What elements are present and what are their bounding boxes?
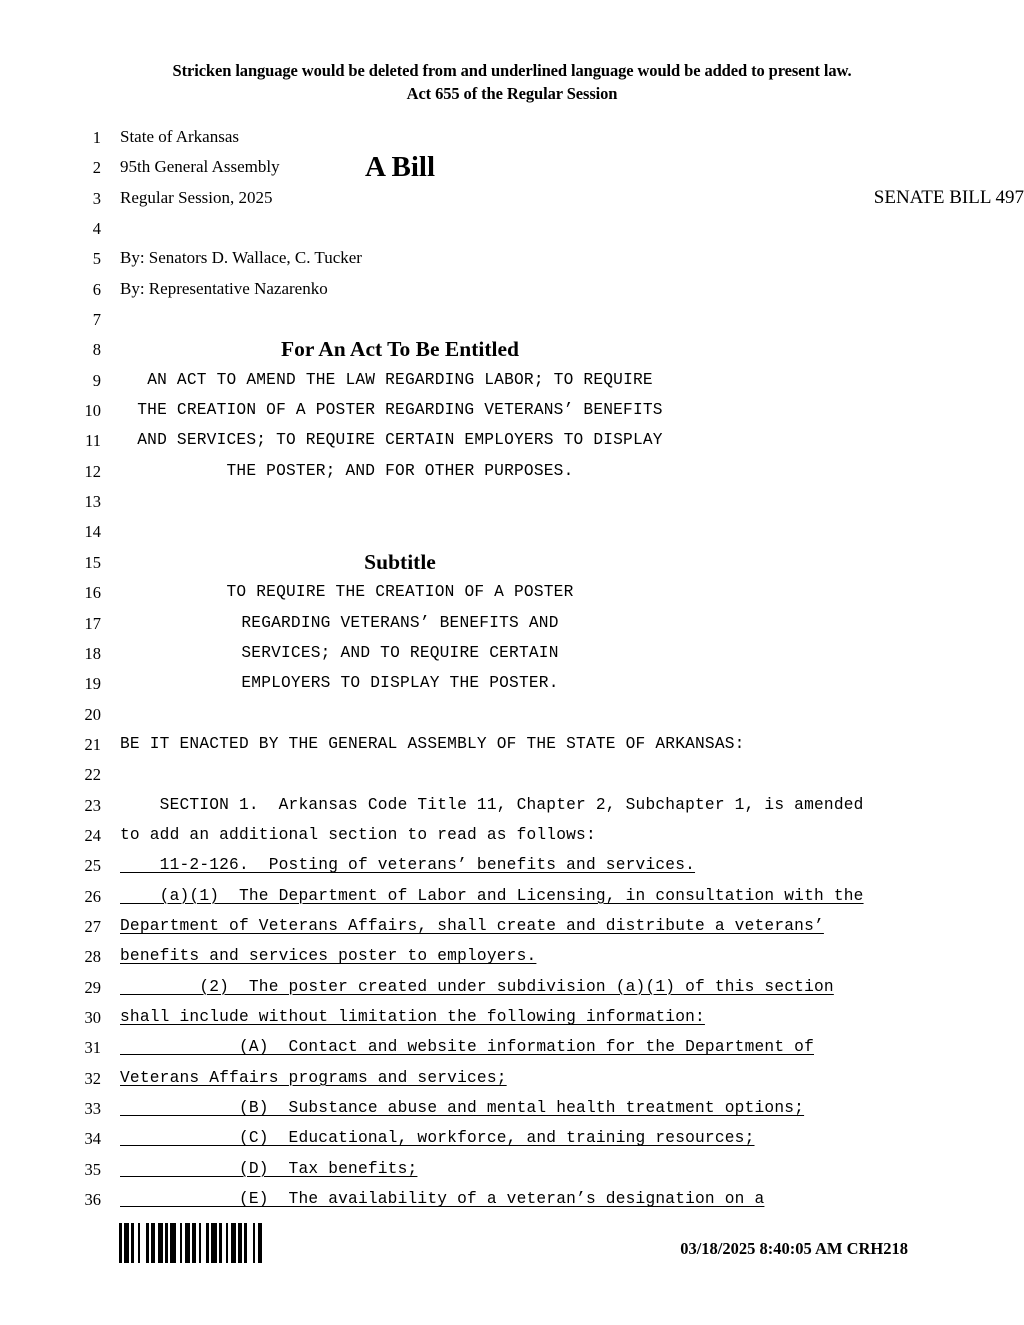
bill-line-row [0,854,1024,884]
line-number: 13 [84,492,101,512]
line-text: to add an additional section to read as follows: [120,825,596,844]
footer-timestamp: 03/18/2025 8:40:05 AM CRH218 [680,1239,908,1258]
line-number: 22 [84,765,101,785]
subtitle-line: SERVICES; AND TO REQUIRE CERTAIN [241,643,559,662]
bill-number: SENATE BILL 497 [873,186,1024,208]
line-number: 8 [92,340,101,360]
bill-line-row [0,703,1024,733]
act-title-line: THE POSTER; AND FOR OTHER PURPOSES. [226,461,574,480]
bill-line-row [0,1158,1024,1188]
bill-line-row [0,1067,1024,1097]
bill-line-row [0,187,1024,217]
act-title-line: AND SERVICES; TO REQUIRE CERTAIN EMPLOYERS TO DISPLAY [137,431,663,450]
line-number: 12 [84,461,101,481]
subtitle-line: EMPLOYERS TO DISPLAY THE POSTER. [241,674,559,693]
subtitle-heading: Subtitle [364,549,436,574]
line-number: 6 [92,279,101,299]
bill-line-row [0,551,1024,581]
line-number: 5 [92,249,101,269]
line-number: 4 [92,219,101,239]
line-number: 31 [84,1038,101,1058]
bill-line-row [0,520,1024,550]
act-title-line: AN ACT TO AMEND THE LAW REGARDING LABOR; TO REQUIRE [147,370,653,389]
header-notice [0,60,1024,104]
line-text: State of Arkansas [120,127,239,146]
line-text: 11-2-126. Posting of veterans’ benefits and services. [120,856,696,875]
line-text: By: Representative Nazarenko [120,278,328,298]
bill-line-row [0,642,1024,672]
line-number: 3 [92,188,101,208]
bill-line-row [0,369,1024,399]
header-notice-line1: Stricken language would be deleted from and underlined language would be added to present law. [172,61,852,80]
bill-line-row [0,278,1024,308]
bill-line-row [0,1127,1024,1157]
bill-line-row [0,885,1024,915]
bill-line-row [0,763,1024,793]
line-text: SECTION 1. Arkansas Code Title 11, Chapter 2, Subchapter 1, is amended [120,795,864,814]
bill-line-row [0,1006,1024,1036]
line-number: 19 [84,674,101,694]
bill-line-row [0,612,1024,642]
line-number: 26 [84,886,101,906]
bill-line-row [0,794,1024,824]
bill-line-row [0,338,1024,368]
line-text: Regular Session, 2025 [120,187,273,207]
line-number: 30 [84,1007,101,1027]
bill-line-row [0,429,1024,459]
line-number: 20 [84,704,101,724]
line-number: 1 [92,128,101,147]
line-number: 11 [85,431,101,451]
line-text: (2) The poster created under subdivision (a)(1) of this section [120,977,834,996]
line-text: benefits and services poster to employers. [120,947,537,966]
line-number: 23 [84,795,101,815]
barcode-bar [262,1223,264,1263]
line-text: (E) The availability of a veteran’s designation on a [120,1190,765,1209]
line-text: Department of Veterans Affairs, shall create and distribute a veterans’ [120,916,824,935]
bill-line-row [0,247,1024,277]
bill-line-row [0,399,1024,429]
bill-line-row [0,945,1024,975]
subtitle-line: TO REQUIRE THE CREATION OF A POSTER [226,583,574,602]
bill-line-grid [0,126,1024,1218]
line-number: 25 [84,856,101,876]
act-title-line: THE CREATION OF A POSTER REGARDING VETERANS’ BENEFITS [137,401,663,420]
line-number: 27 [84,916,101,936]
line-number: 36 [84,1190,101,1210]
line-text: BE IT ENACTED BY THE GENERAL ASSEMBLY OF THE STATE OF ARKANSAS: [120,734,745,753]
bill-line-row [0,1036,1024,1066]
line-text: shall include without limitation the following information: [120,1007,705,1026]
line-text: (D) Tax benefits; [120,1159,418,1178]
line-number: 16 [84,583,101,603]
line-number: 10 [84,401,101,421]
header-notice-line2: Act 655 of the Regular Session [406,84,618,103]
line-text: By: Senators D. Wallace, C. Tucker [120,248,362,268]
subtitle-line: REGARDING VETERANS’ BENEFITS AND [241,613,559,632]
bill-line-row [0,824,1024,854]
line-number: 29 [84,977,101,997]
line-text: Veterans Affairs programs and services; [120,1068,507,1087]
bill-line-row [0,976,1024,1006]
line-number: 33 [84,1099,101,1118]
line-text: (A) Contact and website information for the Department of [120,1038,814,1057]
bill-heading: A Bill [364,151,436,184]
line-number: 24 [84,825,101,845]
bill-line-row [0,1097,1024,1127]
page-footer [0,1222,1024,1282]
line-number: 7 [92,310,101,330]
line-number: 2 [92,158,101,178]
line-text: 95th General Assembly [120,157,280,177]
bill-line-row [0,1188,1024,1218]
line-text: (B) Substance abuse and mental health treatment options; [120,1099,805,1117]
bill-line-row [0,672,1024,702]
line-number: 18 [84,643,101,663]
line-number: 35 [84,1159,101,1179]
bill-line-row [0,581,1024,611]
line-number: 21 [84,734,101,754]
line-number: 32 [84,1068,101,1088]
bill-line-row [0,733,1024,763]
barcode [119,1223,264,1263]
bill-line-row [0,490,1024,520]
line-number: 9 [92,370,101,390]
line-text: (C) Educational, workforce, and training resources; [120,1129,755,1148]
line-number: 34 [84,1129,101,1149]
bill-line-row [0,217,1024,247]
line-number: 28 [84,947,101,967]
bill-line-row [0,460,1024,490]
line-number: 15 [84,552,101,572]
entitled-heading: For An Act To Be Entitled [281,337,519,362]
line-number: 14 [84,522,101,542]
line-number: 17 [84,613,101,633]
line-text: (a)(1) The Department of Labor and Licensing, in consultation with the [120,886,864,905]
bill-line-row [0,915,1024,945]
bill-line-row [0,308,1024,338]
bill-line-row [0,151,1024,186]
